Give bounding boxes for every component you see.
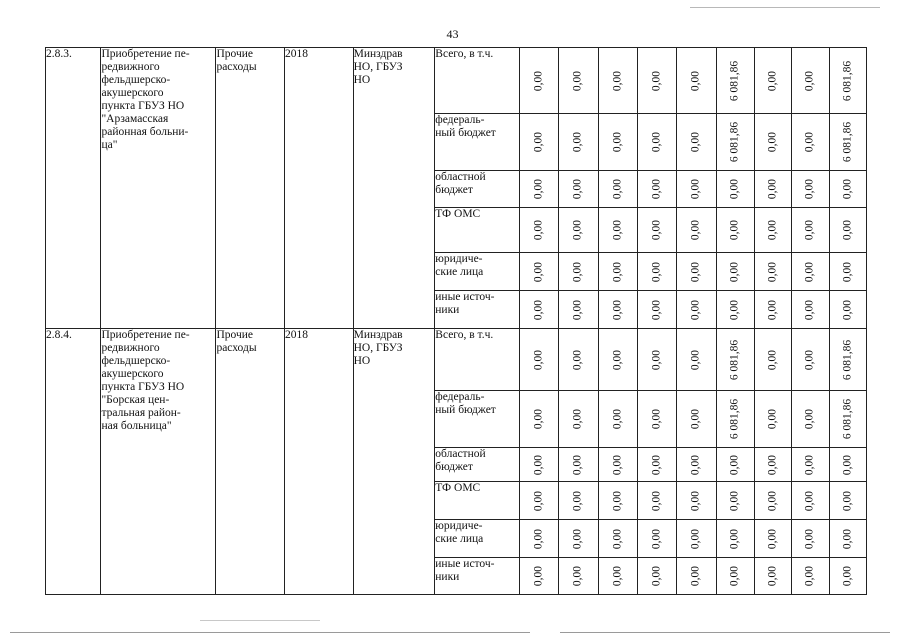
amount-cell <box>598 520 637 558</box>
amount-cell <box>829 482 866 520</box>
amount-cell <box>754 329 791 391</box>
amount-value: 0,00 <box>766 299 779 320</box>
amount-value: 0,00 <box>650 219 663 241</box>
amount-cell <box>792 482 829 520</box>
amount-cell <box>677 558 716 595</box>
amount-value: 0,00 <box>611 178 624 200</box>
amount-value: 0,00 <box>571 565 584 587</box>
program-table <box>45 47 867 595</box>
amount-cell <box>716 291 754 329</box>
amount-value: 0,00 <box>650 454 663 475</box>
amount-value: 0,00 <box>766 178 779 200</box>
funding-source: юридиче- ские лица <box>435 253 520 291</box>
amount-value: 0,00 <box>532 408 545 430</box>
amount-cell <box>677 48 716 114</box>
amount-value: 0,00 <box>689 261 702 282</box>
amount-cell <box>598 208 637 253</box>
amount-cell <box>559 48 598 114</box>
amount-cell <box>677 208 716 253</box>
amount-cell <box>716 482 754 520</box>
amount-cell <box>754 448 791 482</box>
amount-cell <box>829 291 866 329</box>
amount-value: 0,00 <box>611 408 624 430</box>
amount-cell <box>754 253 791 291</box>
amount-cell <box>792 291 829 329</box>
amount-cell <box>716 114 754 171</box>
amount-value: 0,00 <box>650 490 663 511</box>
amount-cell <box>559 329 598 391</box>
amount-value: 0,00 <box>803 408 816 430</box>
amount-cell <box>677 520 716 558</box>
amount-value: 0,00 <box>841 219 854 241</box>
amount-cell <box>520 291 559 329</box>
amount-cell <box>559 558 598 595</box>
amount-cell <box>520 558 559 595</box>
item-name: Приобретение пе- редвижного фельдшерско- акушерского пункта ГБУЗ НО "Арзамасская районная больни- ца" <box>101 48 216 329</box>
amount-cell <box>637 171 676 208</box>
amount-cell <box>637 114 676 171</box>
amount-value: 0,00 <box>766 349 779 370</box>
amount-cell <box>598 171 637 208</box>
amount-cell <box>520 48 559 114</box>
amount-value: 0,00 <box>689 70 702 91</box>
amount-value: 0,00 <box>611 454 624 475</box>
amount-cell <box>637 482 676 520</box>
amount-value: 0,00 <box>650 178 663 200</box>
amount-cell <box>637 448 676 482</box>
amount-value: 0,00 <box>766 70 779 91</box>
amount-value: 0,00 <box>650 349 663 370</box>
amount-cell <box>598 391 637 448</box>
amount-value: 0,00 <box>571 528 584 549</box>
amount-cell <box>754 171 791 208</box>
amount-value: 0,00 <box>728 178 741 200</box>
amount-value: 0,00 <box>728 490 741 511</box>
amount-cell <box>637 391 676 448</box>
amount-cell <box>716 208 754 253</box>
amount-value: 0,00 <box>803 490 816 511</box>
scan-edge-line <box>200 620 320 621</box>
amount-cell <box>637 291 676 329</box>
amount-value: 0,00 <box>571 349 584 370</box>
amount-cell <box>792 208 829 253</box>
amount-value: 0,00 <box>571 178 584 200</box>
amount-cell <box>677 171 716 208</box>
amount-cell <box>754 520 791 558</box>
amount-value: 0,00 <box>728 261 741 282</box>
amount-cell <box>754 482 791 520</box>
amount-value: 0,00 <box>803 131 816 153</box>
amount-value: 0,00 <box>611 261 624 282</box>
amount-cell <box>716 520 754 558</box>
amount-value: 0,00 <box>689 490 702 511</box>
amount-value: 0,00 <box>611 299 624 320</box>
amount-value: 0,00 <box>803 261 816 282</box>
amount-cell <box>598 253 637 291</box>
funding-source: Всего, в т.ч. <box>435 48 520 114</box>
funding-source: федераль- ный бюджет <box>435 114 520 171</box>
item-year: 2018 <box>285 48 354 329</box>
amount-cell <box>677 448 716 482</box>
amount-cell <box>559 253 598 291</box>
amount-cell <box>677 391 716 448</box>
amount-value: 0,00 <box>803 565 816 587</box>
amount-cell <box>829 558 866 595</box>
amount-cell <box>792 253 829 291</box>
amount-cell <box>754 558 791 595</box>
amount-cell <box>792 448 829 482</box>
amount-value: 0,00 <box>571 490 584 511</box>
item-name: Приобретение пе- редвижного фельдшерско- акушерского пункта ГБУЗ НО "Борская цен- тральная район- ная больница" <box>101 329 216 595</box>
amount-cell <box>520 482 559 520</box>
amount-value: 0,00 <box>728 219 741 241</box>
amount-value: 0,00 <box>611 565 624 587</box>
amount-value: 0,00 <box>841 528 854 549</box>
amount-cell <box>792 558 829 595</box>
item-code: 2.8.4. <box>46 329 101 595</box>
amount-value: 6 081,86 <box>841 60 854 101</box>
amount-cell <box>677 291 716 329</box>
amount-value: 0,00 <box>766 565 779 587</box>
amount-cell <box>637 329 676 391</box>
amount-cell <box>792 391 829 448</box>
funding-source: федераль- ный бюджет <box>435 391 520 448</box>
amount-cell <box>792 48 829 114</box>
amount-value: 0,00 <box>689 299 702 320</box>
amount-value: 0,00 <box>841 454 854 475</box>
funding-source: ТФ ОМС <box>435 482 520 520</box>
amount-value: 0,00 <box>611 131 624 153</box>
amount-cell <box>677 253 716 291</box>
amount-cell <box>677 482 716 520</box>
amount-value: 0,00 <box>611 528 624 549</box>
amount-cell <box>559 171 598 208</box>
amount-value: 0,00 <box>803 178 816 200</box>
amount-value: 0,00 <box>571 70 584 91</box>
amount-value: 0,00 <box>650 70 663 91</box>
item-code: 2.8.3. <box>46 48 101 329</box>
amount-cell <box>637 48 676 114</box>
amount-value: 0,00 <box>532 490 545 511</box>
amount-cell <box>559 291 598 329</box>
amount-value: 0,00 <box>766 528 779 549</box>
amount-cell <box>829 253 866 291</box>
amount-value: 0,00 <box>689 528 702 549</box>
amount-value: 0,00 <box>650 131 663 153</box>
responsible-party: Минздрав НО, ГБУЗ НО <box>353 48 435 329</box>
amount-value: 0,00 <box>611 219 624 241</box>
amount-value: 0,00 <box>803 454 816 475</box>
amount-value: 0,00 <box>532 70 545 91</box>
amount-cell <box>598 291 637 329</box>
amount-value: 0,00 <box>766 261 779 282</box>
amount-value: 0,00 <box>571 299 584 320</box>
amount-value: 0,00 <box>571 131 584 153</box>
funding-source: ТФ ОМС <box>435 208 520 253</box>
amount-value: 0,00 <box>728 299 741 320</box>
amount-value: 0,00 <box>650 261 663 282</box>
amount-cell <box>520 448 559 482</box>
amount-cell <box>829 171 866 208</box>
amount-cell <box>637 558 676 595</box>
amount-cell <box>716 448 754 482</box>
amount-cell <box>559 482 598 520</box>
amount-cell <box>754 114 791 171</box>
amount-cell <box>598 482 637 520</box>
amount-value: 0,00 <box>803 70 816 91</box>
amount-cell <box>754 48 791 114</box>
amount-value: 0,00 <box>766 408 779 430</box>
amount-cell <box>520 253 559 291</box>
amount-value: 0,00 <box>650 408 663 430</box>
amount-cell <box>520 208 559 253</box>
amount-value: 6 081,86 <box>728 121 741 163</box>
amount-cell <box>637 520 676 558</box>
amount-value: 0,00 <box>532 178 545 200</box>
amount-value: 0,00 <box>803 349 816 370</box>
amount-value: 0,00 <box>841 299 854 320</box>
scan-edge-line <box>10 632 530 633</box>
amount-value: 0,00 <box>803 219 816 241</box>
amount-cell <box>559 391 598 448</box>
amount-value: 6 081,86 <box>841 121 854 163</box>
amount-cell <box>598 329 637 391</box>
amount-cell <box>792 520 829 558</box>
amount-cell <box>598 48 637 114</box>
amount-value: 0,00 <box>650 565 663 587</box>
amount-cell <box>829 391 866 448</box>
amount-cell <box>559 520 598 558</box>
amount-value: 0,00 <box>650 299 663 320</box>
amount-value: 0,00 <box>766 131 779 153</box>
amount-value: 0,00 <box>532 299 545 320</box>
scan-edge-line <box>560 632 890 633</box>
amount-cell <box>637 208 676 253</box>
amount-value: 0,00 <box>611 70 624 91</box>
amount-cell <box>716 329 754 391</box>
amount-cell <box>559 208 598 253</box>
amount-value: 6 081,86 <box>728 60 741 101</box>
amount-cell <box>637 253 676 291</box>
amount-cell <box>792 171 829 208</box>
amount-cell <box>829 448 866 482</box>
amount-cell <box>598 448 637 482</box>
expense-type: Прочие расходы <box>216 329 285 595</box>
amount-cell <box>716 48 754 114</box>
amount-value: 0,00 <box>571 454 584 475</box>
amount-value: 0,00 <box>532 261 545 282</box>
amount-value: 0,00 <box>571 408 584 430</box>
item-year: 2018 <box>285 329 354 595</box>
amount-value: 0,00 <box>689 131 702 153</box>
amount-value: 0,00 <box>532 454 545 475</box>
amount-cell <box>677 329 716 391</box>
amount-value: 0,00 <box>841 490 854 511</box>
amount-cell <box>716 558 754 595</box>
amount-value: 0,00 <box>571 219 584 241</box>
amount-cell <box>716 171 754 208</box>
scan-edge-line <box>690 7 880 8</box>
amount-cell <box>754 208 791 253</box>
amount-value: 0,00 <box>689 178 702 200</box>
amount-cell <box>598 558 637 595</box>
amount-cell <box>559 448 598 482</box>
amount-value: 0,00 <box>766 219 779 241</box>
amount-cell <box>829 329 866 391</box>
amount-cell <box>598 114 637 171</box>
amount-cell <box>716 253 754 291</box>
funding-source: областной бюджет <box>435 448 520 482</box>
funding-source: иные источ- ники <box>435 291 520 329</box>
amount-value: 0,00 <box>532 349 545 370</box>
funding-source: иные источ- ники <box>435 558 520 595</box>
amount-value: 0,00 <box>689 454 702 475</box>
amount-cell <box>829 114 866 171</box>
amount-value: 0,00 <box>803 299 816 320</box>
amount-cell <box>754 391 791 448</box>
amount-cell <box>792 114 829 171</box>
funding-source: юридиче- ские лица <box>435 520 520 558</box>
amount-value: 0,00 <box>841 565 854 587</box>
amount-value: 0,00 <box>532 131 545 153</box>
amount-cell <box>520 329 559 391</box>
amount-value: 6 081,86 <box>841 398 854 440</box>
amount-value: 6 081,86 <box>841 339 854 380</box>
amount-cell <box>829 520 866 558</box>
amount-value: 0,00 <box>841 261 854 282</box>
amount-value: 6 081,86 <box>728 398 741 440</box>
amount-value: 0,00 <box>728 454 741 475</box>
amount-value: 0,00 <box>803 528 816 549</box>
amount-value: 0,00 <box>611 490 624 511</box>
amount-cell <box>520 171 559 208</box>
amount-cell <box>829 48 866 114</box>
amount-cell <box>559 114 598 171</box>
amount-value: 0,00 <box>689 565 702 587</box>
amount-value: 0,00 <box>532 565 545 587</box>
amount-cell <box>520 391 559 448</box>
amount-value: 0,00 <box>689 219 702 241</box>
amount-cell <box>716 391 754 448</box>
funding-source: Всего, в т.ч. <box>435 329 520 391</box>
amount-cell <box>520 114 559 171</box>
funding-source: областной бюджет <box>435 171 520 208</box>
amount-cell <box>754 291 791 329</box>
amount-value: 0,00 <box>611 349 624 370</box>
expense-type: Прочие расходы <box>216 48 285 329</box>
amount-value: 6 081,86 <box>728 339 741 380</box>
amount-value: 0,00 <box>571 261 584 282</box>
table-row <box>46 329 867 391</box>
table-row <box>46 48 867 114</box>
amount-value: 0,00 <box>766 454 779 475</box>
amount-cell <box>520 520 559 558</box>
amount-value: 0,00 <box>841 178 854 200</box>
amount-value: 0,00 <box>650 528 663 549</box>
amount-value: 0,00 <box>689 408 702 430</box>
page-number: 43 <box>446 27 459 41</box>
amount-value: 0,00 <box>728 565 741 587</box>
amount-cell <box>792 329 829 391</box>
responsible-party: Минздрав НО, ГБУЗ НО <box>353 329 435 595</box>
amount-value: 0,00 <box>689 349 702 370</box>
amount-value: 0,00 <box>532 528 545 549</box>
amount-value: 0,00 <box>532 219 545 241</box>
amount-cell <box>829 208 866 253</box>
amount-cell <box>677 114 716 171</box>
amount-value: 0,00 <box>728 528 741 549</box>
amount-value: 0,00 <box>766 490 779 511</box>
